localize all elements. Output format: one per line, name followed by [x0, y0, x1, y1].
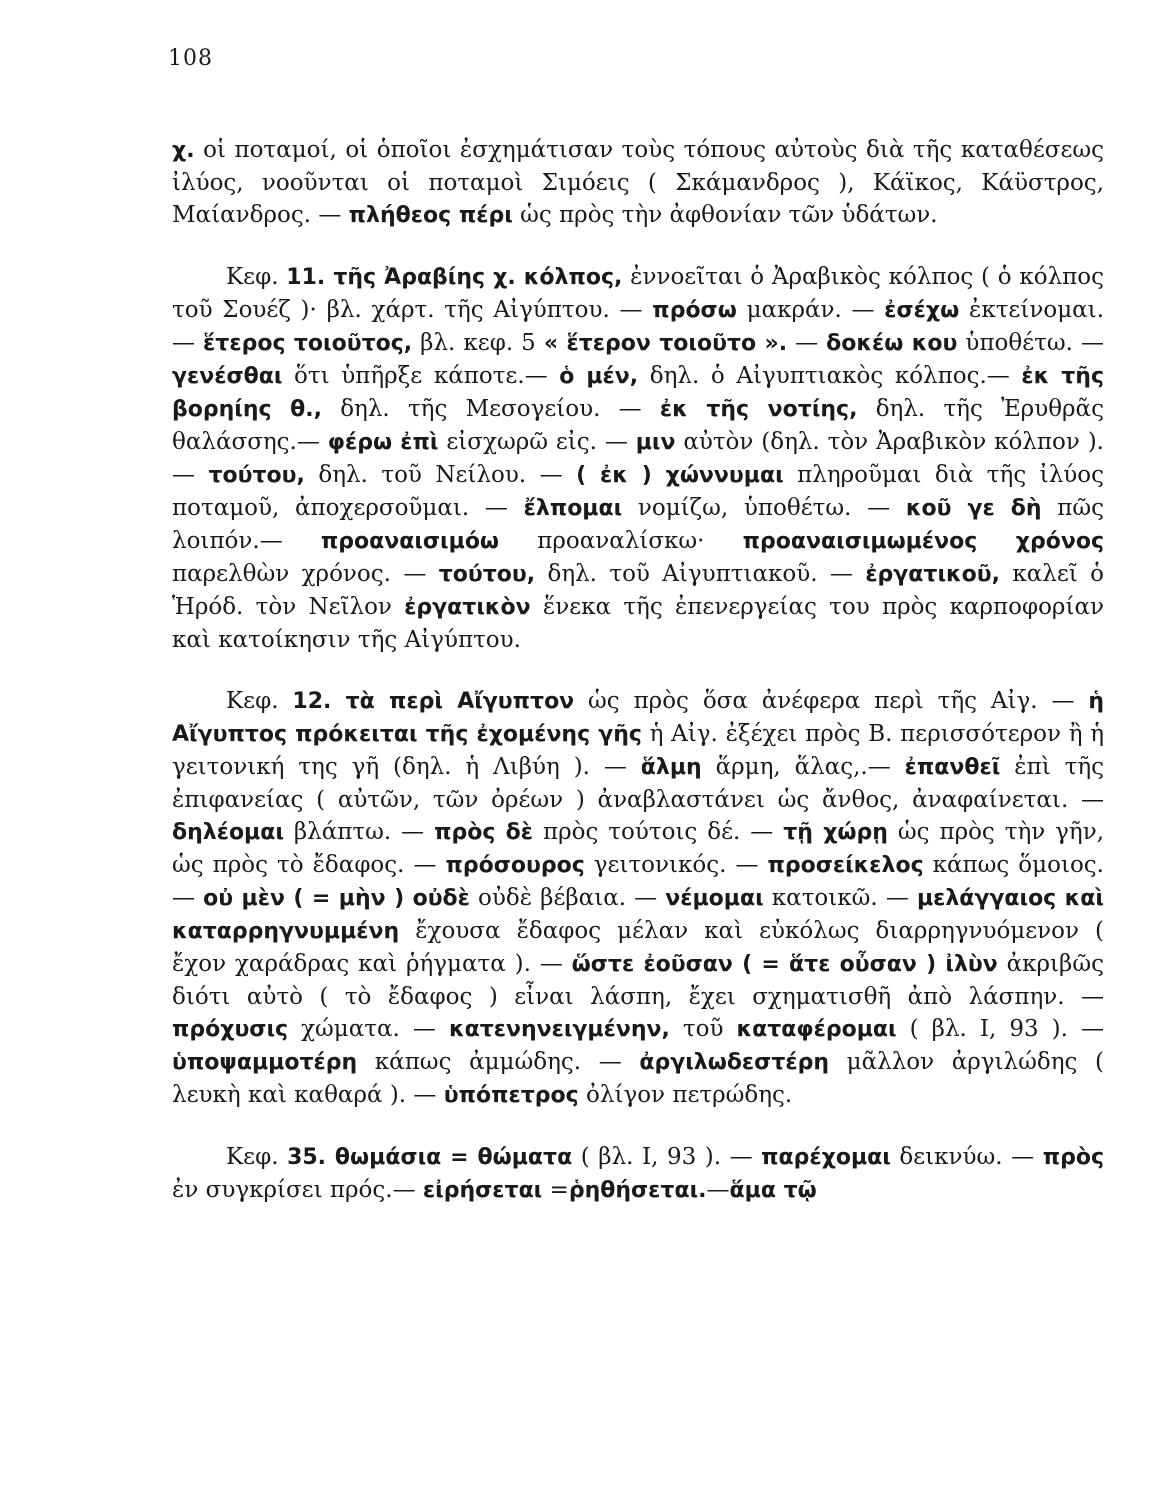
paragraph-3: Κεφ. 12. τὰ περὶ Αἴγυπτον ὡς πρὸς ὅσα ἀνέφερα περὶ τῆς Αἰγ. — ἡ Αἴγυπτος πρόκειται τῆς ἐχομένης γῆς ἡ Αἰγ. ἐξέχει πρὸς Β. περισσότερον ἢ ἡ γειτονική της γῆ (δηλ. ἡ Λιβύη ). — ἅλμη ἅρμη, ἅλας,.— ἐπανθεῖ ἐπὶ τῆς ἐπιφανείας ( αὐτῶν, τῶν ὀρέων ) ἀναβλαστάνει ὡς ἄνθος, ἀναφαίνεται. — δηλέομαι βλάπτω. — πρὸς δὲ πρὸς τούτοις δέ. — τῇ χώρῃ ὡς πρὸς τὴν γῆν, ὡς πρὸς τὸ ἔδαφος. — πρόσουρος γειτονικός. — προσείκελος κάπως ὅμοιος. — οὐ μὲν ( = μὴν ) οὐδὲ οὐδὲ βέβαια. — νέμομαι κατοικῶ. — μελάγγαιος καὶ καταρρηγνυμμένη ἔχουσα ἔδαφος μέλαν καὶ εὐκόλως διαρρηγνυόμενον ( ἔχον χαράδρας καὶ ῥήγματα ). — ὥστε ἐοῦσαν ( = ἅτε οὖσαν ) ἰλὺν ἀκριβῶς διότι αὐτὸ ( τὸ ἔδαφος ) εἶναι λάσπη, ἔχει σχηματισθῆ ἀπὸ λάσπην. — πρόχυσις χώματα. — κατενηνειγμένην, τοῦ καταφέρομαι ( βλ. Ι, 93 ). — ὑποψαμμοτέρη κάπως ἀμμώδης. — ἀργιλωδεστέρη μᾶλλον ἀργιλώδης ( λευκὴ καὶ καθαρά ). — ὑπόπετρος ὀλίγον πετρώδης.: [172, 688, 1105, 1108]
paragraph-1: χ. οἱ ποταμοί, οἱ ὁποῖοι ἐσχημάτισαν τοὺς τόπους αὐτοὺς διὰ τῆς καταθέσεως ἰλύος, νοοῦνται οἱ ποταμοὶ Σιμόεις ( Σκάμανδρος ), Κάϊκος, Κάϋστρος, Μαίανδρος. — πλήθεος πέρι ὡς πρὸς τὴν ἀφθονίαν τῶν ὑδάτων.: [172, 137, 1104, 228]
paragraph-2: Κεφ. 11. τῆς Ἀραβίης χ. κόλπος, ἐννοεῖται ὁ Ἀραβικὸς κόλπος ( ὁ κόλπος τοῦ Σουέζ )· βλ. χάρτ. τῆς Αἰγύπτου. — πρόσω μακράν. — ἐσέχω ἐκτείνομαι. — ἕτερος τοιοῦτος, βλ. κεφ. 5 « ἕτερον τοιοῦτο ». — δοκέω κου ὑποθέτω. — γενέσθαι ὅτι ὑπῆρξε κάποτε.— ὁ μέν, δηλ. ὁ Αἰγυπτιακὸς κόλπος.— ἐκ τῆς βορηίης θ., δηλ. τῆς Μεσογείου. — ἐκ τῆς νοτίης, δηλ. τῆς Ἐρυθρᾶς θαλάσσης.— φέρω ἐπὶ εἰσχωρῶ εἰς. — μιν αὐτὸν (δηλ. τὸν Ἀραβικὸν κόλπον ). — τούτου, δηλ. τοῦ Νείλου. — ( ἐκ ) χώννυμαι πληροῦμαι διὰ τῆς ἰλύος ποταμοῦ, ἀποχερσοῦμαι. — ἔλπομαι νομίζω, ὑποθέτω. — κοῦ γε δὴ πῶς λοιπόν.— προαναισιμόω προαναλίσκω· προαναισιμωμένος χρόνος παρελθὼν χρόνος. — τούτου, δηλ. τοῦ Αἰγυπτιακοῦ. — ἐργατικοῦ, καλεῖ ὁ Ἡρόδ. τὸν Νεῖλον ἐργατικὸν ἕνεκα τῆς ἐπενεργείας του πρὸς καρποφορίαν καὶ κατοίκησιν τῆς Αἰγύπτου.: [172, 264, 1105, 653]
paragraph-4: Κεφ. 35. θωμάσια = θώματα ( βλ. Ι, 93 ). — παρέχομαι δεικνύω. — πρὸς ἐν συγκρίσει πρός.— εἰρήσεται =ῥηθήσεται.—ἅμα τῷ: [172, 1144, 1104, 1203]
page-number: 108: [168, 46, 213, 71]
body-text: [172, 134, 1104, 1236]
